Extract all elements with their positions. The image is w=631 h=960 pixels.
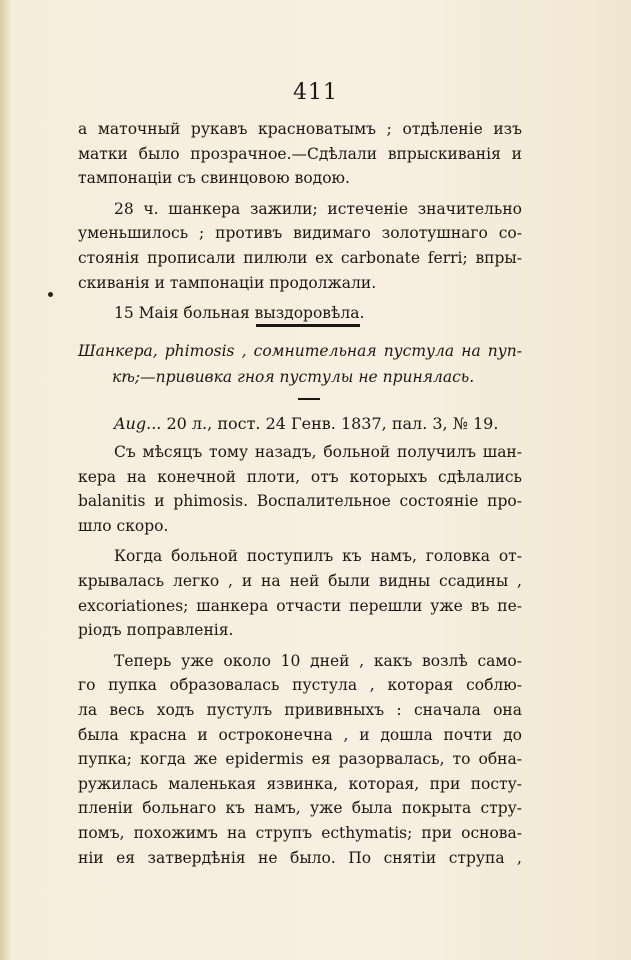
heading-line: Шанкера, phimosis , сомнительная пустула на пуп- — [78, 342, 522, 360]
paragraph — [78, 117, 522, 191]
patient-details: 20 л., пост. 24 Генв. 1837, пал. 3, № 19. — [161, 414, 499, 433]
text-line: матки было прозрачное.—Сдѣлали впрыскиванія и — [78, 144, 522, 163]
page-binding-edge — [0, 0, 9, 960]
text-line: excoriationes; шанкера отчасти перешли уже въ пе- — [78, 596, 522, 615]
text-line: ніи ея затвердѣнія не было. По снятіи струпа , — [78, 848, 522, 867]
text-line: ружилась маленькая язвинка, которая, при посту- — [78, 774, 522, 793]
text-line: шло скоро. — [78, 516, 169, 535]
paragraph — [78, 440, 522, 538]
text-line: Когда больной поступилъ къ намъ, головка от- — [114, 547, 522, 566]
text-line: 15 Маія больная выздоровѣла. — [114, 304, 365, 323]
text-line: го пупка образовалась пустула , которая соблю- — [78, 676, 522, 695]
short-divider — [298, 398, 320, 400]
section-divider — [256, 324, 360, 327]
text-line: пленіи больнаго къ намъ, уже была покрыта стру- — [78, 799, 522, 818]
paragraph — [78, 301, 522, 326]
text-line: тампонаціи съ свинцовою водою. — [78, 169, 350, 188]
text-line: 28 ч. шанкера зажили; истеченіе значительно — [114, 199, 522, 218]
text-line: уменьшилось ; противъ видимаго золотушнаго со- — [78, 224, 522, 243]
paragraph — [78, 544, 522, 642]
text-block-bottom — [78, 440, 522, 870]
section-heading — [78, 338, 522, 390]
text-line: balanitis и phimosis. Воспалительное состояніе про- — [78, 492, 522, 511]
text-line: пупка; когда же epidermis ея разорвалась, то обна- — [78, 750, 522, 769]
text-line: Теперь уже около 10 дней , какъ возлѣ само- — [114, 651, 522, 670]
text-line: стоянія прописали пилюли ex carbonate ferri; впры- — [78, 248, 522, 267]
patient-name: Aug... — [114, 414, 162, 433]
text-block-top — [78, 117, 522, 326]
text-line: скиванія и тампонаціи продолжали. — [78, 273, 377, 292]
text-line: помъ, похожимъ на струпъ ecthymatis; при основа- — [78, 823, 522, 842]
text-line: крывалась легко , и на ней были видны ссадины , — [78, 571, 522, 590]
page-number: 411 — [293, 80, 338, 105]
text-line: была красна и остроконечна , и дошла почти до — [78, 725, 522, 744]
text-line: Съ мѣсяцъ тому назадъ, больной получилъ шан- — [114, 443, 522, 461]
text-line: ла весь ходъ пустулъ прививныхъ : сначала она — [78, 700, 522, 719]
text-line: а маточный рукавъ красноватымъ ; отдѣленіе изъ — [78, 120, 522, 138]
heading-line: кѣ;—прививка гноя пустулы не принялась. — [112, 368, 475, 386]
case-header — [114, 410, 522, 438]
paragraph — [78, 649, 522, 870]
ink-spot — [48, 292, 53, 297]
text-line: ріодъ поправленія. — [78, 621, 234, 640]
paragraph — [78, 197, 522, 295]
text-line: кера на конечной плоти, отъ которыхъ сдѣлались — [78, 467, 522, 486]
